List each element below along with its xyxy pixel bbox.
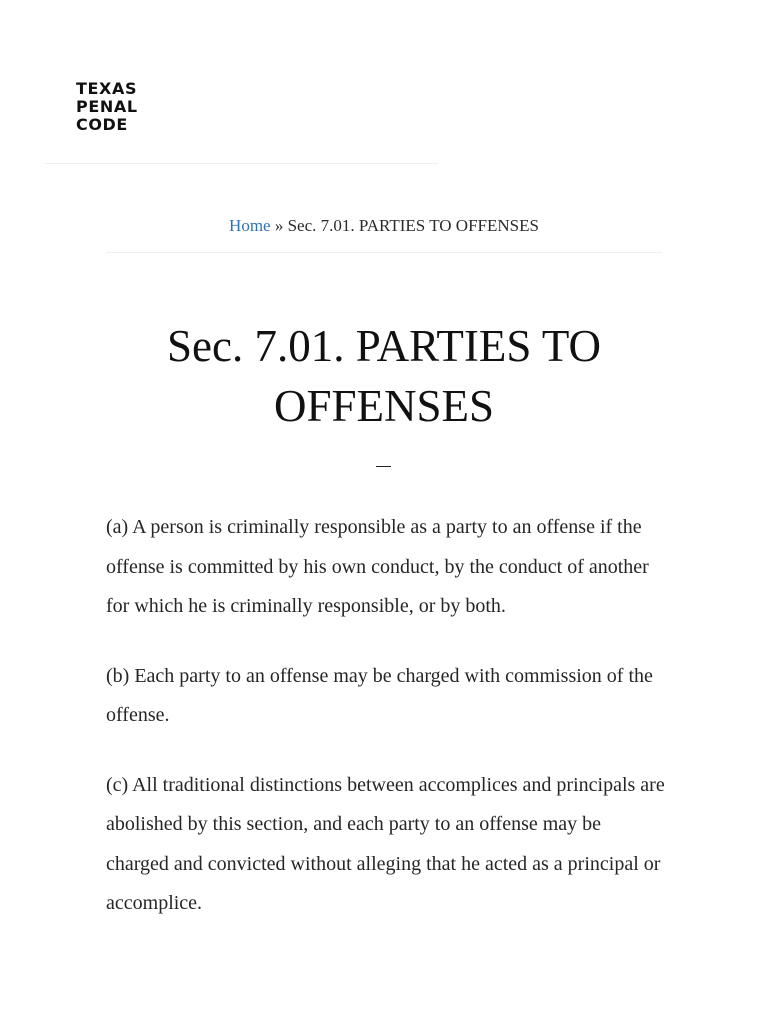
article-body (106, 508, 666, 954)
paragraph-c: (c) All traditional distinctions between accomplices and principals are abolished by this section, and each party to an offense may be charged and convicted without alleging that he acted as a principal or accomplice. (106, 773, 665, 914)
logo-line-2: PENAL (76, 97, 138, 116)
page-title: Sec. 7.01. PARTIES TO OFFENSES (166, 321, 602, 431)
breadcrumb-separator: » (274, 216, 284, 235)
breadcrumb-home-link[interactable]: Home (229, 216, 271, 235)
breadcrumb-divider (106, 252, 662, 253)
paragraph-b: (b) Each party to an offense may be charged with commission of the offense. (106, 664, 653, 726)
header-divider (45, 163, 438, 164)
logo-line-1: TEXAS (76, 79, 138, 98)
breadcrumb (106, 214, 662, 238)
breadcrumb-current: Sec. 7.01. PARTIES TO OFFENSES (287, 216, 539, 235)
title-underline-dash (376, 466, 391, 467)
site-header (0, 0, 768, 165)
site-logo[interactable] (76, 80, 176, 134)
paragraph-a: (a) A person is criminally responsible as a party to an offense if the offense is committed by his own conduct, by the conduct of another for which he is criminally responsible, or by both. (106, 516, 649, 617)
logo-line-3: CODE (76, 115, 128, 134)
